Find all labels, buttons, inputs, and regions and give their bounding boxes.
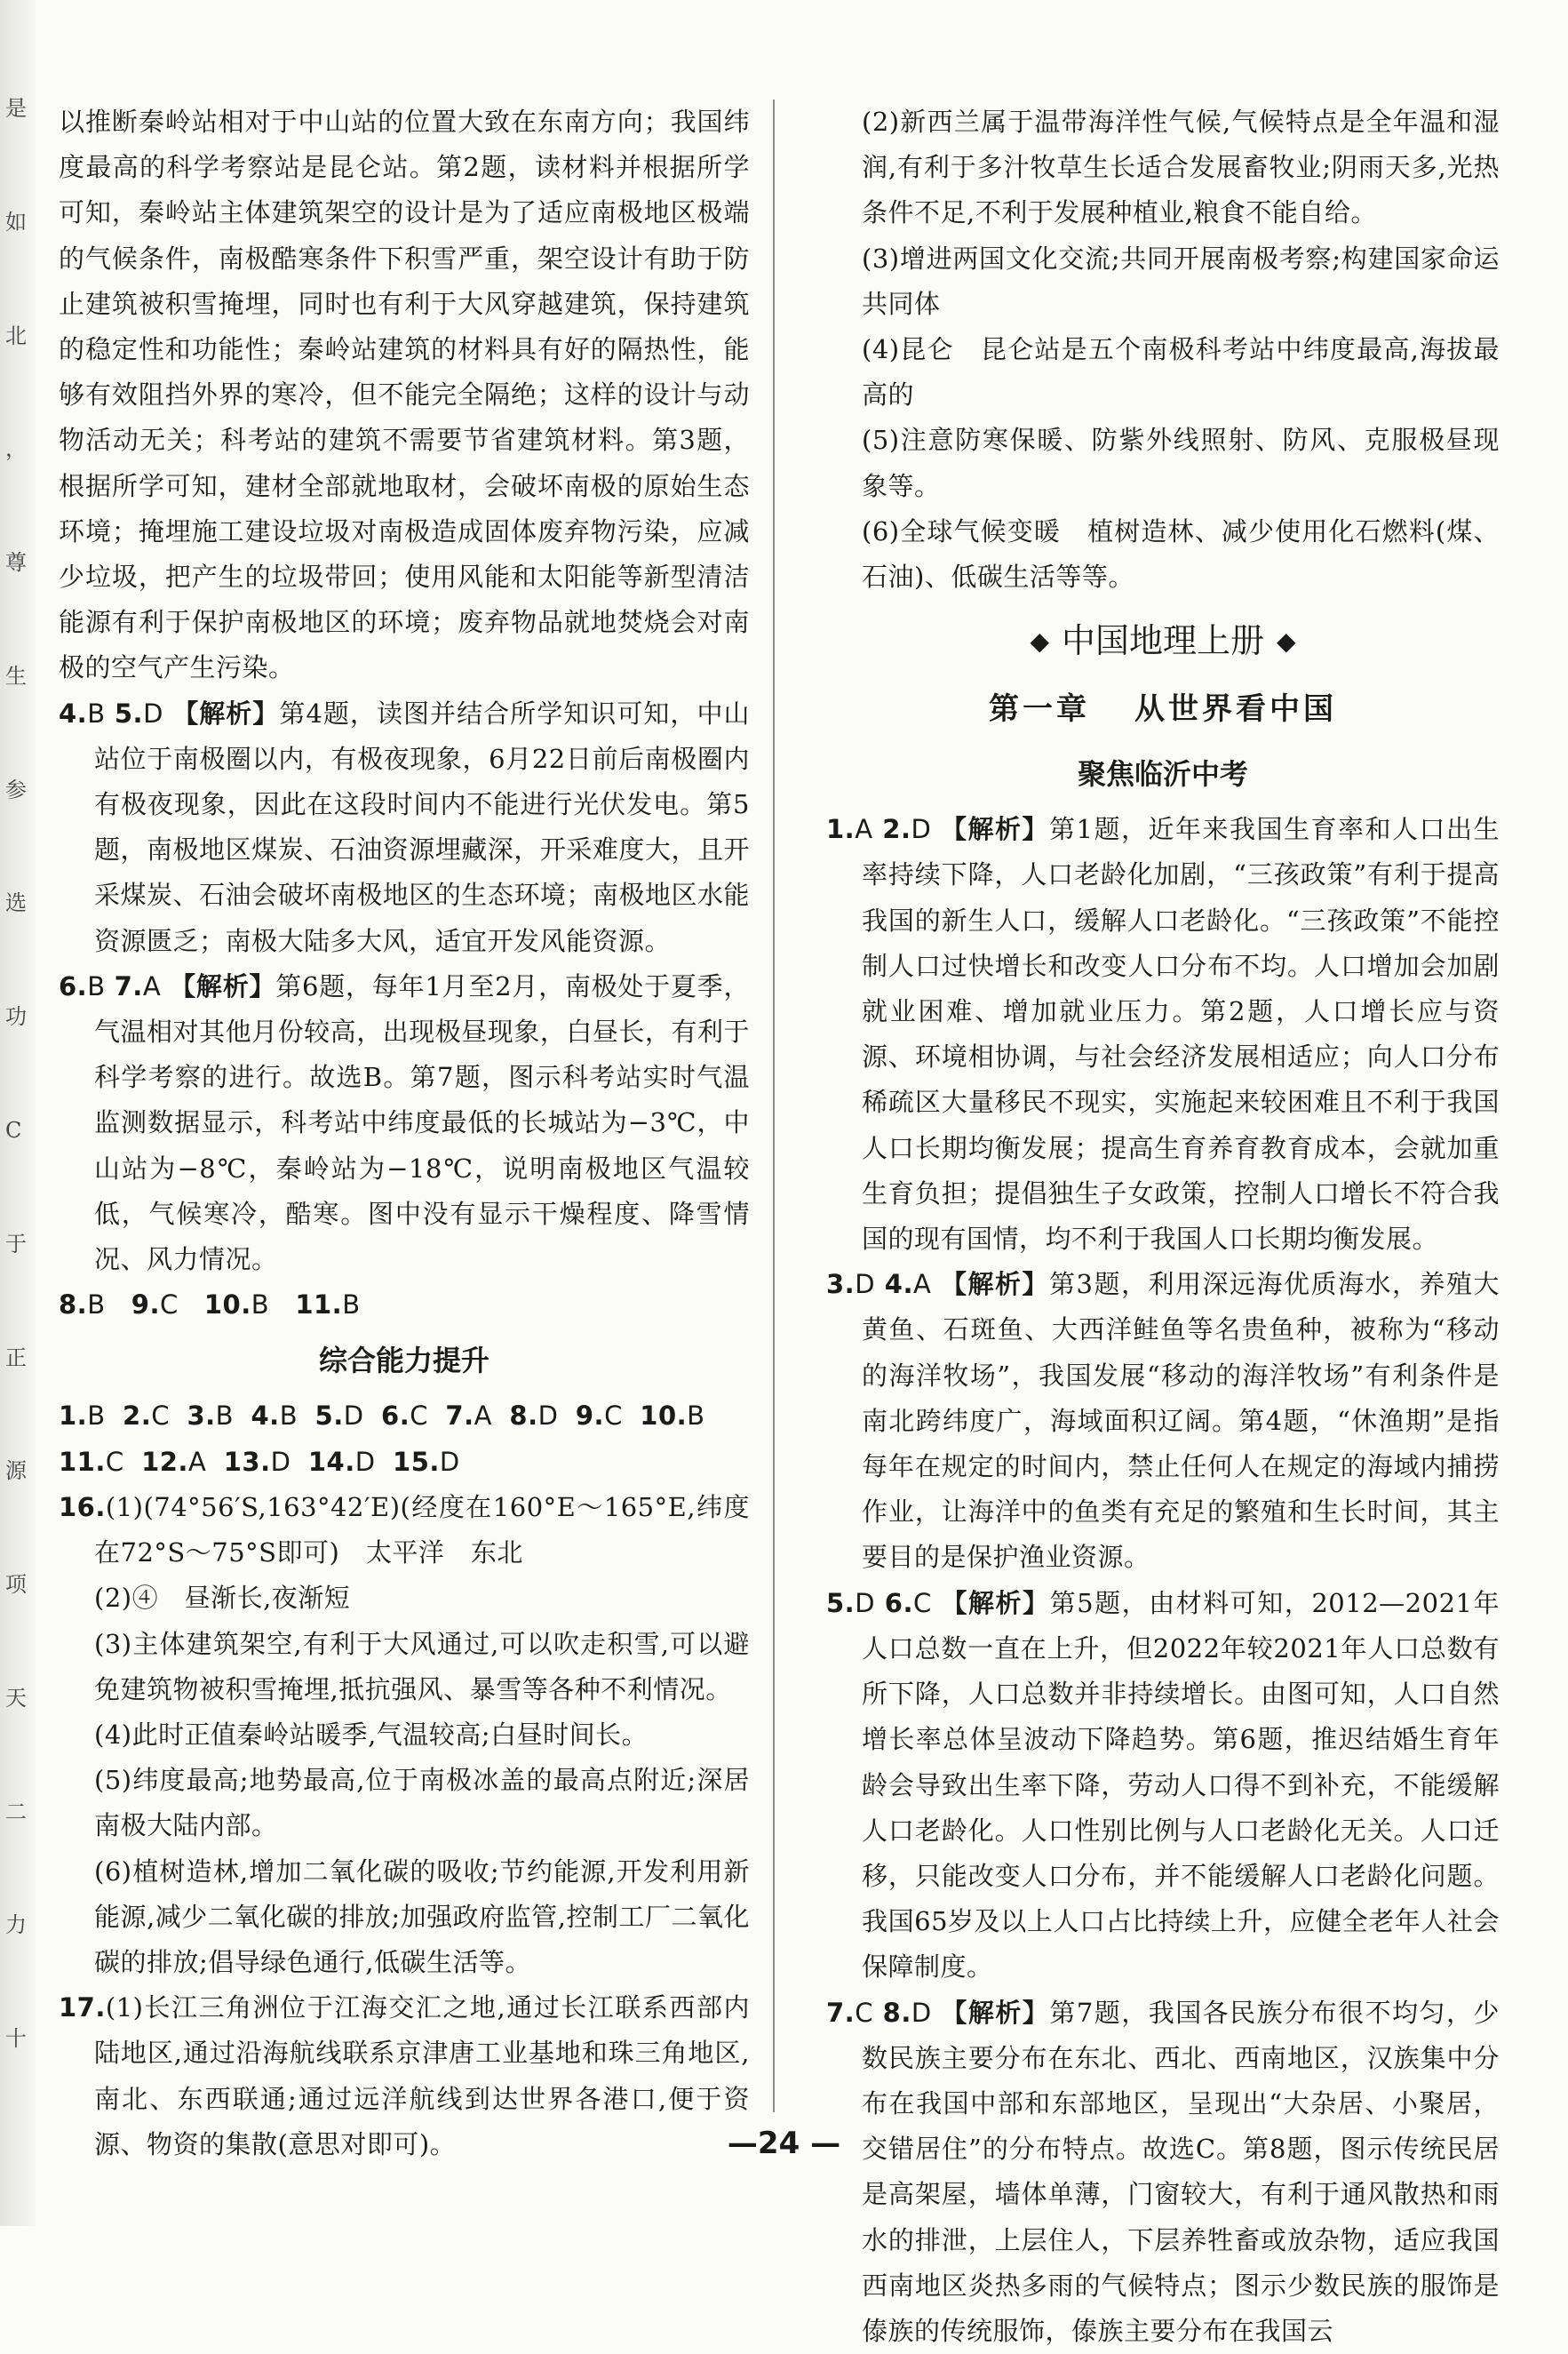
answer-17-part-4: (4)昆仑 昆仑站是五个南极科考站中纬度最高,海拔最高的 [862,334,1500,411]
answer-17-part-3: (3)增进两国文化交流;共同开展南极考察;构建国家命运共同体 [862,243,1500,319]
q-num: 8. [882,1997,911,2028]
q-num: 6. [884,1587,913,1618]
q-answer: C [855,1997,873,2028]
q-answer: B [87,970,106,1001]
q-answer: B [687,1400,705,1432]
binding-margin-char: 参 [5,777,27,802]
analysis-tag: 【解析】 [941,814,1050,845]
mc-answers-row-1 [59,1393,750,1439]
diamond-icon: ◆ [1277,626,1296,657]
q-num: 9. [575,1400,605,1432]
answer-16-part-2: (2)④ 昼渐长,夜渐短 [94,1583,351,1614]
binding-margin-char: 如 [5,209,27,235]
analysis-text: 第4题，读图并结合所学知识可知，中山站位于南极圈以内，有极夜现象，6月22日前后南极圈内有极夜现象，因此在这段时间内不能进行光伏发电。第5题，南极地区煤炭、石油资源埋藏深，开采难度大，且开采煤炭、石油会破坏南极地区的生态环境；南极地区水能资源匮乏；南极大陆多大风，适宜开发风能资源。 [94,698,751,956]
q-num: 12. [141,1446,188,1477]
q-num: 7. [826,1997,856,2028]
chapter-title [826,677,1500,741]
q-num: 5. [314,1400,344,1432]
q-answer: D [270,1446,291,1477]
binding-margin-char: 力 [5,1912,27,1938]
q-num: 4. [59,698,88,729]
binding-margin-char: 源 [5,1458,27,1484]
answer-1-2 [826,807,1500,1262]
q-num: 8. [509,1400,538,1432]
part-text: (1)(74°56′S,163°42′E)(经度在160°E～165°E,纬度在72°S～75°S即可) 太平洋 东北 [94,1491,750,1568]
q-answer: B [342,1289,361,1321]
book-title [826,605,1500,677]
binding-margin-char: 天 [5,1685,27,1711]
binding-margin-char: 选 [5,890,27,916]
q-num: 7. [445,1400,474,1432]
q-num: 6. [59,970,88,1001]
binding-margin-char: 生 [5,663,27,689]
analysis-text: 第5题，由材料可知，2012—2021年人口总数一直在上升，但2022年较2021年人口总数有所下降，人口总数并非持续增长。由图可知，人口自然增长率总体呈波动下降趋势。第6题，推迟结婚生育年龄会导致出生率下降，劳动人口得不到补充，不能缓解人口老龄化。人口性别比例与人口老龄化无关。人口迁移，只能改变人口分布，并不能缓解人口老龄化问题。我国65岁及以上人口占比持续上升，应健全老年人社会保障制度。 [862,1587,1500,1983]
q-num: 15. [393,1446,440,1477]
q-num: 1. [59,1400,88,1432]
q-num: 13. [223,1446,271,1477]
analysis-tag: 【解析】 [941,1587,1050,1618]
answer-17-part-6: (6)全球气候变暖 植树造林、减少使用化石燃料(煤、石油)、低碳生活等等。 [862,515,1500,593]
q-num: 17. [59,1992,106,2023]
column-divider [773,100,775,2112]
q-answer: B [87,1400,106,1432]
binding-margin-char: 十 [5,2026,27,2052]
q-answer: C [604,1400,623,1432]
analysis-tag: 【解析】 [941,1997,1050,2028]
answer-16-part-3: (3)主体建筑架空,有利于大风通过,可以吹走积雪,可以避免建筑物被积雪掩埋,抵抗强风、暴雪等各种不利情况。 [94,1628,750,1704]
q-answer: A [855,814,873,845]
answer-3-4 [826,1262,1500,1580]
binding-margin-char: 正 [5,1345,27,1370]
left-intro-paragraph: 以推断秦岭站相对于中山站的位置大致在东南方向；我国纬度最高的科学考察站是昆仑站。第2题，读材料并根据所学可知，秦岭站主体建筑架空的设计是为了适应南极地区极端的气候条件，南极酷寒条件下积雪严重，架空设计有助于防止建筑被积雪掩埋，同时也有利于大风穿越建筑，保持建筑的稳定性和功能性；秦岭站建筑的材料具有好的隔热性，能够有效阻挡外界的寒冷，但不能完全隔绝；这样的设计与动物活动无关；科考站的建筑不需要节省建筑材料。第3题，根据所学可知，建材全部就地取材，会破坏南极的原始生态环境；掩埋施工建设垃圾对南极造成固体废弃物污染，应减少垃圾，把产生的垃圾带回；使用风能和太阳能等新型清洁能源有利于保护南极地区的环境；废弃物品就地焚烧会对南极的空气产生污染。 [59,107,750,683]
q-answer: D [855,1587,876,1618]
q-answer: B [87,1289,106,1321]
q-answer: C [151,1400,170,1432]
q-answer: C [159,1289,179,1321]
q-answer: C [410,1400,428,1432]
section-title-comprehensive: 综合能力提升 [318,1344,490,1378]
q-num: 2. [882,814,911,845]
q-answer: A [474,1400,492,1432]
q-answer: D [911,1997,932,2028]
q-num: 5. [826,1587,856,1618]
q-num: 11. [295,1289,343,1321]
binding-margin-char: 尊 [5,550,27,576]
q-num: 1. [826,814,856,845]
binding-margin-char: 于 [5,1231,27,1257]
q-num: 3. [187,1400,216,1432]
section-title-linyi: 聚焦临沂中考 [1077,757,1248,792]
answer-4-5 [59,691,750,964]
q-answer: D [143,698,163,729]
right-column [826,100,1500,2354]
analysis-text: 第6题，每年1月至2月，南极处于夏季，气温相对其他月份较高，出现极昼现象，白昼长，有利于科学考察的进行。故选B。第7题，图示科考站实时气温监测数据显示，科考站中纬度最低的长城站为−3℃，中山站为−8℃，秦岭站为−18℃，说明南极地区气温较低，气候寒冷，酷寒。图中没有显示干燥程度、降雪情况、风力情况。 [94,970,751,1275]
binding-margin-char: 项 [5,1572,27,1598]
answer-16-part-5: (5)纬度最高;地势最高,位于南极冰盖的最高点附近;深居南极大陆内部。 [94,1765,750,1841]
analysis-tag: 【解析】 [170,970,276,1001]
binding-margin-char: C [5,1118,22,1143]
answer-16-part-6: (6)植树造林,增加二氧化碳的吸收;节约能源,开发利用新能源,减少二氧化碳的排放;加强政府监管,控制工厂二氧化碳的排放;倡导绿色通行,低碳生活等。 [94,1855,750,1977]
q-num: 4. [251,1400,280,1432]
q-answer: B [251,1289,270,1321]
q-answer: C [105,1446,124,1477]
page-number: —24 — [727,2126,841,2161]
q-answer: A [187,1446,207,1477]
answer-16-part-1 [59,1485,750,1576]
analysis-text: 第3题，利用深远海优质海水，养殖大黄鱼、石斑鱼、大西洋鲑鱼等名贵鱼种，被称为“移动的海洋牧场”，我国发展“移动的海洋牧场”有利条件是南北跨纬度广，海域面积辽阔。第4题，“休渔期”是指每年在规定的时间内，禁止任何人在规定的海域内捕捞作业，让海洋中的鱼类有充足的繁殖和生长时间，其主要目的是保护渔业资源。 [862,1269,1500,1573]
q-answer: B [87,698,106,729]
q-num: 11. [59,1446,106,1477]
binding-margin-char: ， [5,436,27,462]
q-answer: B [279,1400,298,1432]
answer-7-8 [826,1991,1500,2354]
q-num: 7. [114,970,143,1001]
binding-margin-char: 功 [5,1004,27,1030]
q-answer: A [912,1269,932,1300]
q-num: 2. [123,1400,152,1432]
analysis-text: 第7题，我国各民族分布很不均匀，少数民族主要分布在东北、西北、西南地区，汉族集中分布在我国中部和东部地区，呈现出“大杂居、小聚居，交错居住”的分布特点。故选C。第8题，图示传统民居是高架屋，墙体单薄，门窗较大，有利于通风散热和雨水的排泄，上层住人，下层养牲畜或放杂物，适应我国西南地区炎热多雨的气候特点；图示少数民族的服饰是傣族的传统服饰，傣族主要分布在我国云 [862,1997,1500,2346]
q-num: 5. [114,698,144,729]
q-answer: B [215,1400,235,1432]
q-answer: D [354,1446,376,1477]
chapter-name: 从世界看中国 [1134,691,1337,728]
analysis-tag: 【解析】 [941,1269,1050,1300]
q-num: 3. [826,1269,856,1300]
analysis-text: 第1题，近年来我国生育率和人口出生率持续下降，人口老龄化加剧，“三孩政策”有利于提高我国的新生人口，缓解人口老龄化。“三孩政策”不能控制人口过快增长和改变人口分布不均。人口增加会加剧就业困难、增加就业压力。第2题，人口增长应与资源、环境相协调，与社会经济发展相适应；向人口分布稀疏区大量移民不现实，实施起来较困难且不利于我国人口长期均衡发展；提高生育养育教育成本，会就加重生育负担；提倡独生子女政策，控制人口增长不符合我国的现有国情，均不利于我国人口长期均衡发展。 [862,814,1500,1255]
q-num: 14. [307,1446,355,1477]
q-answer: D [343,1400,364,1432]
q-answer: D [911,814,932,845]
binding-margin-char: 北 [5,323,27,348]
q-num: 16. [59,1491,106,1522]
answer-6-7 [59,964,750,1282]
answer-17-part-5: (5)注意防寒保暖、防紫外线照射、防风、克服极昼现象等。 [862,425,1500,501]
binding-margin-char: 二 [5,1799,27,1824]
answer-16-part-4: (4)此时正值秦岭站暖季,气温较高;白昼时间长。 [94,1719,649,1750]
analysis-tag: 【解析】 [172,698,280,729]
q-num: 10. [203,1289,251,1321]
q-num: 6. [381,1400,410,1432]
q-num: 10. [640,1400,688,1432]
binding-margin-char: 是 [5,96,27,121]
answer-5-6 [826,1581,1500,1991]
q-answer: C [913,1587,932,1618]
answers-8-11 [59,1282,750,1328]
left-column [59,100,750,2167]
q-num: 4. [884,1269,913,1300]
part-text: (1)长江三角洲位于江海交汇之地,通过长江联系西部内陆地区,通过沿海航线联系京津唐工业基地和珠三角地区,南北、东西联通;通过远洋航线到达世界各港口,便于资源、物资的集散(意思对即可)。 [94,1992,750,2159]
q-num: 8. [59,1289,88,1321]
q-answer: D [439,1446,460,1477]
book-title-text: 中国地理上册 [1061,621,1264,661]
answer-17-part-2: (2)新西兰属于温带海洋性气候,气候特点是全年温和湿润,有利于多汁牧草生长适合发展畜牧业;阴雨天多,光热条件不足,不利于发展种植业,粮食不能自给。 [862,107,1500,228]
q-answer: D [537,1400,559,1432]
diamond-icon: ◆ [1030,626,1049,657]
mc-answers-row-2 [59,1440,750,1485]
q-answer: A [142,970,162,1001]
binding-margin [0,0,36,2226]
q-num: 9. [131,1289,160,1321]
q-answer: D [855,1269,876,1300]
chapter-label: 第一章 [989,691,1090,728]
answer-16 [59,1485,750,1985]
